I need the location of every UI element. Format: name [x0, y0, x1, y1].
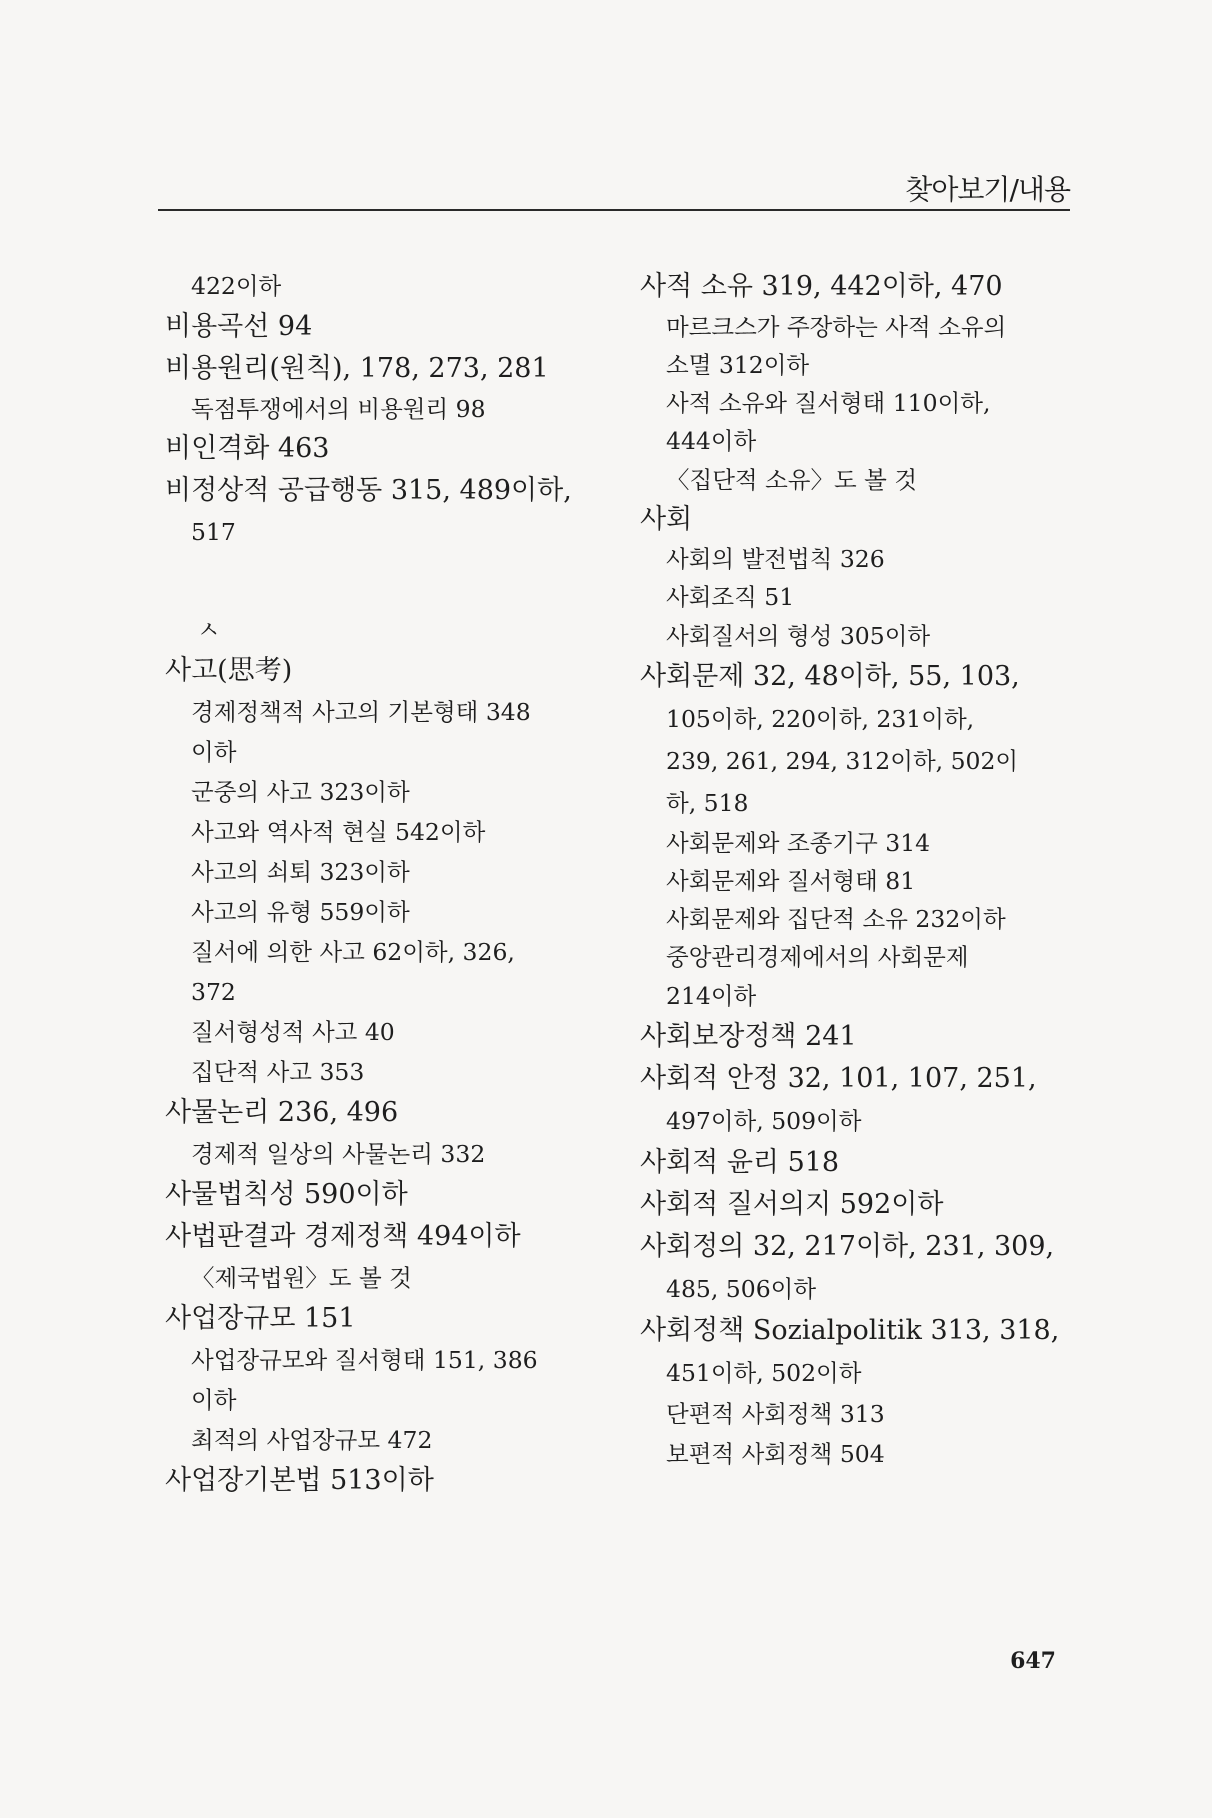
index-column-left — [165, 266, 621, 1502]
index-entry: 497이하, 509이하 — [666, 1107, 862, 1135]
section-heading: ㅅ — [197, 616, 221, 644]
page-number: 647 — [1010, 1648, 1056, 1674]
index-entry: 422이하 — [191, 272, 282, 300]
index-entry: 집단적 사고 353 — [191, 1058, 365, 1086]
index-entry: 이하 — [191, 1386, 237, 1414]
index-entry: 사회적 안정 32, 101, 107, 251, — [640, 1063, 1037, 1094]
section-gap — [165, 552, 621, 610]
index-entry: 사업장규모 151 — [165, 1303, 356, 1334]
index-entry: 비용곡선 94 — [165, 311, 313, 342]
index-entry: 사적 소유와 질서형태 110이하, — [666, 389, 991, 417]
index-entry: 중앙관리경제에서의 사회문제 — [666, 943, 969, 971]
index-entry: 사회조직 51 — [666, 583, 795, 611]
index-entry: 보편적 사회정책 504 — [666, 1440, 885, 1468]
index-entry: 사회의 발전법칙 326 — [666, 545, 885, 573]
index-entry: 517 — [191, 518, 236, 546]
index-column-right — [640, 266, 1080, 1474]
index-entry: 239, 261, 294, 312이하, 502이 — [666, 747, 1019, 775]
index-entry: 사회질서의 형성 305이하 — [666, 622, 931, 650]
index-entry: 군중의 사고 323이하 — [191, 778, 410, 806]
index-entry: 사고의 유형 559이하 — [191, 898, 410, 926]
index-entry: 105이하, 220이하, 231이하, — [666, 705, 975, 733]
index-entry: 이하 — [191, 738, 237, 766]
index-entry: 경제적 일상의 사물논리 332 — [191, 1140, 486, 1168]
index-entry: 〈제국법원〉도 볼 것 — [191, 1264, 412, 1292]
index-entry: 사법판결과 경제정책 494이하 — [165, 1221, 521, 1252]
index-entry: 하, 518 — [666, 789, 749, 817]
index-entry: 사업장규모와 질서형태 151, 386 — [191, 1346, 538, 1374]
index-entry: 비용원리(원칙), 178, 273, 281 — [165, 353, 549, 384]
index-entry: 444이하 — [666, 427, 757, 455]
index-entry: 372 — [191, 978, 236, 1006]
index-entry: 사고(思考) — [165, 655, 293, 686]
index-entry: 사고의 쇠퇴 323이하 — [191, 858, 410, 886]
index-entry: 독점투쟁에서의 비용원리 98 — [191, 395, 486, 423]
running-header: 찾아보기/내용 — [905, 173, 1070, 206]
index-entry: 질서형성적 사고 40 — [191, 1018, 395, 1046]
index-entry: 사회적 윤리 518 — [640, 1147, 840, 1178]
index-entry: 사회보장정책 241 — [640, 1021, 857, 1052]
index-entry: 소멸 312이하 — [666, 351, 810, 379]
index-entry: 사물논리 236, 496 — [165, 1097, 399, 1128]
index-entry: 485, 506이하 — [666, 1275, 817, 1303]
index-entry: 사회적 질서의지 592이하 — [640, 1189, 944, 1220]
index-entry: 214이하 — [666, 982, 757, 1010]
index-entry: 〈집단적 소유〉도 볼 것 — [666, 466, 918, 494]
index-entry: 마르크스가 주장하는 사적 소유의 — [666, 313, 1007, 341]
index-entry: 경제정책적 사고의 기본형태 348 — [191, 698, 531, 726]
index-entry: 사회문제 32, 48이하, 55, 103, — [640, 661, 1020, 692]
index-entry: 질서에 의한 사고 62이하, 326, — [191, 938, 515, 966]
index-entry: 사회문제와 질서형태 81 — [666, 867, 916, 895]
index-entry: 사적 소유 319, 442이하, 470 — [640, 271, 1003, 302]
index-entry: 사업장기본법 513이하 — [165, 1465, 434, 1496]
index-entry: 사회 — [640, 504, 693, 535]
index-entry: 451이하, 502이하 — [666, 1359, 862, 1387]
header-rule — [158, 209, 1070, 211]
index-entry: 비인격화 463 — [165, 433, 330, 464]
index-entry: 사물법칙성 590이하 — [165, 1179, 408, 1210]
index-entry: 비정상적 공급행동 315, 489이하, — [165, 475, 572, 506]
index-entry: 단편적 사회정책 313 — [666, 1400, 885, 1428]
index-entry: 사회문제와 조종기구 314 — [666, 829, 931, 857]
index-entry: 최적의 사업장규모 472 — [191, 1426, 433, 1454]
index-entry: 사회문제와 집단적 소유 232이하 — [666, 905, 1006, 933]
index-entry: 사회정의 32, 217이하, 231, 309, — [640, 1231, 1055, 1262]
index-entry: 사회정책 Sozialpolitik 313, 318, — [640, 1315, 1060, 1346]
index-entry: 사고와 역사적 현실 542이하 — [191, 818, 486, 846]
